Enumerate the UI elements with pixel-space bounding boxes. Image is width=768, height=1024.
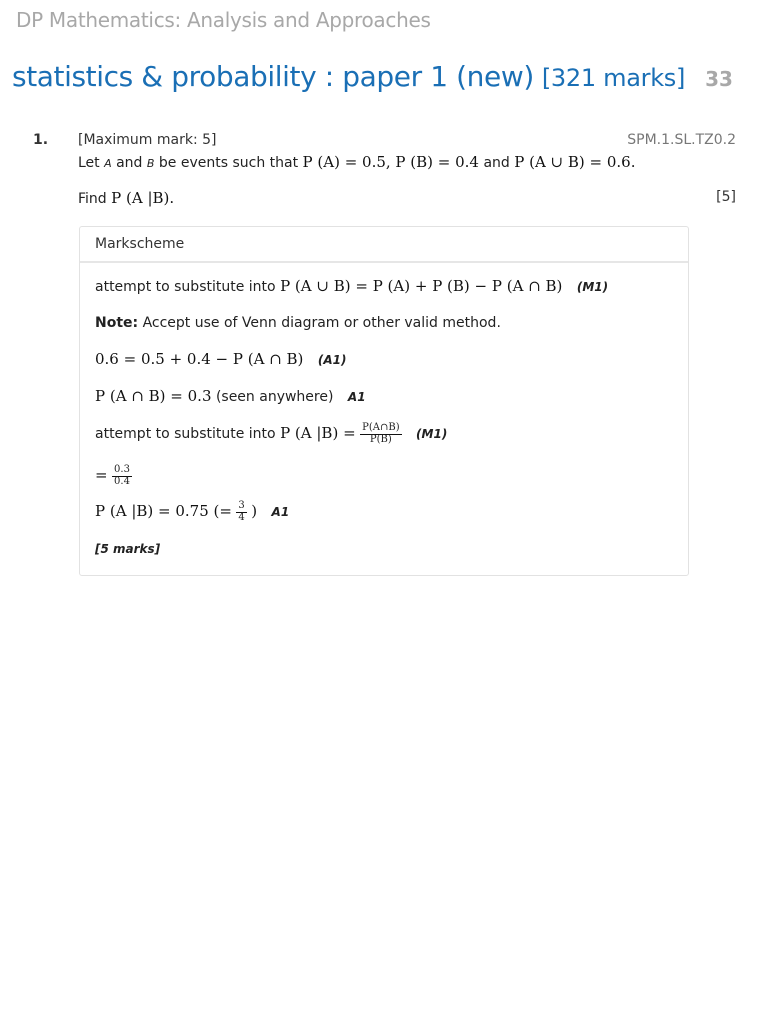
line6-fraction-numerator: 0.3 <box>114 464 130 475</box>
stem-prefix: Let <box>78 155 100 171</box>
line5-expression: P (A |B) = <box>280 424 356 442</box>
markscheme-line-6 <box>95 465 132 487</box>
line3-mark-tag: (A1) <box>317 353 347 367</box>
question-max-mark: [Maximum mark: 5] <box>78 132 217 148</box>
line5-text: attempt to substitute into <box>95 426 276 442</box>
line1-mark-tag: (M1) <box>576 280 609 294</box>
line7-fraction <box>236 501 246 523</box>
stem-and-2: and <box>483 155 510 171</box>
stem-event-b: B <box>146 157 155 170</box>
line4-expression: P (A ∩ B) = 0.3 <box>95 387 212 405</box>
line5-fraction-numerator: P(A∩B) <box>362 422 400 433</box>
question-count: 33 <box>705 67 733 91</box>
line7-mark-tag: A1 <box>271 505 290 519</box>
stem-equation-2: P (A ∪ B) = 0.6. <box>514 153 636 171</box>
markscheme-heading[interactable]: Markscheme <box>80 227 688 263</box>
markscheme-total <box>95 541 160 557</box>
line6-fraction <box>112 465 132 487</box>
markscheme-line-7 <box>95 501 289 523</box>
course-name: DP Mathematics: Analysis and Approaches <box>16 8 431 32</box>
stem-and: and <box>116 155 143 171</box>
markscheme-line-1 <box>95 277 608 295</box>
stem-mid: be events such that <box>158 155 299 171</box>
line5-fraction-denominator: P(B) <box>369 433 392 445</box>
markscheme-line-4 <box>95 387 366 405</box>
line4-mark-tag: A1 <box>347 390 366 404</box>
line1-expression: P (A ∪ B) = P (A) + P (B) − P (A ∩ B) <box>280 277 563 295</box>
paper-title-row <box>12 60 733 93</box>
paper-total-marks: [321 marks] <box>541 64 686 92</box>
line3-expression: 0.6 = 0.5 + 0.4 − P (A ∩ B) <box>95 350 304 368</box>
find-prefix: Find <box>78 191 107 207</box>
line6-equals: = <box>95 466 108 484</box>
line5-mark-tag: (M1) <box>416 427 448 441</box>
note-text: Accept use of Venn diagram or other valid method. <box>142 315 501 331</box>
find-expression: P (A |B). <box>111 189 175 207</box>
line7-close: ) <box>251 502 258 520</box>
line4-text: (seen anywhere) <box>215 389 334 405</box>
line1-text: attempt to substitute into <box>95 279 276 295</box>
line7-fraction-denominator: 4 <box>238 511 245 523</box>
line5-fraction <box>360 423 401 445</box>
stem-event-a: A <box>104 157 112 170</box>
question-number: 1. <box>33 132 49 148</box>
line7-expression: P (A |B) = 0.75 (= <box>95 502 232 520</box>
stem-equation-1: P (A) = 0.5, P (B) = 0.4 <box>302 153 479 171</box>
question-reference: SPM.1.SL.TZ0.2 <box>627 132 736 148</box>
question-marks: [5] <box>716 189 736 205</box>
question-find <box>78 189 174 207</box>
note-label: Note: <box>95 315 139 331</box>
markscheme-total-marks: [5 marks] <box>95 542 161 556</box>
markscheme-line-5 <box>95 423 447 445</box>
markscheme-line-3 <box>95 350 346 368</box>
question-stem <box>78 153 636 171</box>
markscheme-panel <box>79 226 689 576</box>
line7-fraction-numerator: 3 <box>238 500 245 511</box>
markscheme-note <box>95 315 501 331</box>
line6-fraction-denominator: 0.4 <box>114 475 130 487</box>
paper-title: statistics & probability : paper 1 (new) <box>12 60 534 93</box>
